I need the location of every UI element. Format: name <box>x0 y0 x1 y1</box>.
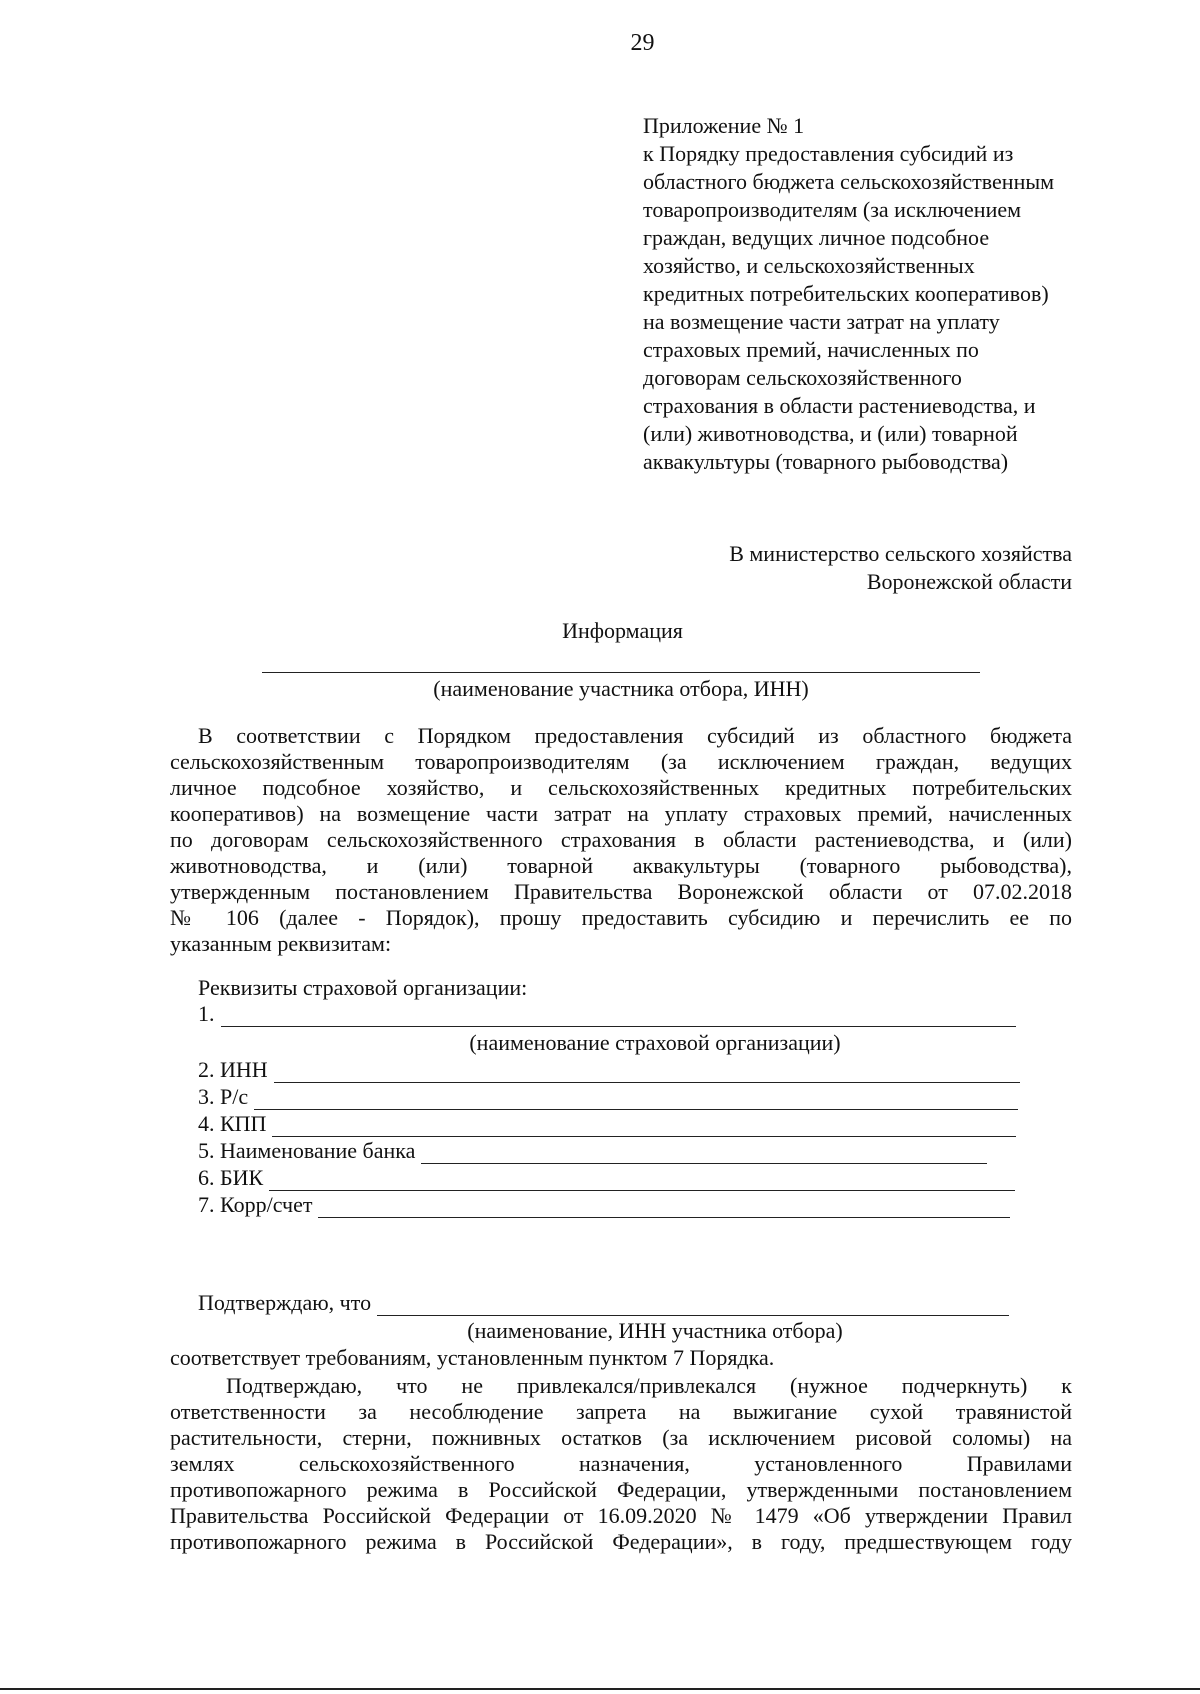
field-label: 4. КПП <box>198 1111 267 1136</box>
liability-paragraph <box>170 1373 1072 1555</box>
bik-line[interactable] <box>269 1172 1015 1191</box>
paragraph-line: ответственности за несоблюдение запрета на выжигание сухой травянистой <box>170 1399 1072 1424</box>
field-label: Подтверждаю, что <box>198 1290 372 1315</box>
addressee-line: В министерство сельского хозяйства <box>729 541 1072 566</box>
insurer-name-field <box>198 1001 1016 1027</box>
paragraph-line: землях сельскохозяйственного назначения, установленного Правилами <box>170 1451 1072 1476</box>
participant-caption: (наименование участника отбора, ИНН) <box>433 676 809 701</box>
paragraph-line: противопожарного режима в Российской Федерации», в году, предшествующем году <box>170 1529 1072 1554</box>
appendix-line: (или) животноводства, и (или) товарной <box>643 421 1018 446</box>
insurer-name-line[interactable] <box>221 1008 1016 1027</box>
field-label: 2. ИНН <box>198 1057 268 1082</box>
appendix-line: страховых премий, начисленных по <box>643 337 979 362</box>
addressee-line: Воронежской области <box>866 569 1072 594</box>
confirm-participant-line[interactable] <box>377 1297 1009 1316</box>
inn-field <box>198 1057 1020 1083</box>
paragraph-line: указанным реквизитам: <box>170 931 392 956</box>
paragraph-line: животноводства, и (или) товарной аквакультуры (товарного рыбоводства), <box>170 853 1072 878</box>
corr-account-field <box>198 1192 1010 1218</box>
scan-bottom-edge <box>0 1688 1200 1690</box>
appendix-line: страхования в области растениеводства, и <box>643 393 1036 418</box>
bik-field <box>198 1165 1015 1191</box>
appendix-line: договорам сельскохозяйственного <box>643 365 962 390</box>
paragraph-line: утвержденным постановлением Правительства Воронежской области от 07.02.2018 <box>170 879 1072 904</box>
appendix-header <box>643 112 1113 476</box>
inn-line[interactable] <box>274 1064 1020 1083</box>
appendix-line: аквакультуры (товарного рыбоводства) <box>643 449 1009 474</box>
kpp-line[interactable] <box>272 1118 1016 1137</box>
addressee-block <box>600 540 1072 596</box>
field-label: 5. Наименование банка <box>198 1138 416 1163</box>
field-label: 3. Р/с <box>198 1084 249 1109</box>
bank-name-line[interactable] <box>421 1145 987 1164</box>
participant-fill-line[interactable] <box>262 672 980 673</box>
field-label: 1. <box>198 1001 215 1026</box>
paragraph-line: растительности, стерни, пожнивных остатков (за исключением рисовой соломы) на <box>170 1425 1072 1450</box>
paragraph-line: по договорам сельскохозяйственного страхования в области растениеводства, и (или) <box>170 827 1072 852</box>
paragraph-line: Правительства Российской Федерации от 16.09.2020 № 1479 «Об утверждении Правил <box>170 1503 1072 1528</box>
confirm-compliance-text: соответствует требованиям, установленным пунктом 7 Порядка. <box>170 1345 775 1370</box>
document-title: Информация <box>562 618 683 643</box>
page-number: 29 <box>630 30 655 56</box>
confirm-participant-field <box>198 1290 1009 1316</box>
appendix-line: Приложение № 1 <box>643 113 805 138</box>
appendix-line: кредитных потребительских кооперативов) <box>643 281 1049 306</box>
kpp-field <box>198 1111 1016 1137</box>
appendix-line: граждан, ведущих личное подсобное <box>643 225 990 250</box>
account-line[interactable] <box>254 1091 1018 1110</box>
appendix-line: товаропроизводителям (за исключением <box>643 197 1022 222</box>
paragraph-line: В соответствии с Порядком предоставления субсидий из областного бюджета <box>198 723 1072 748</box>
corr-account-line[interactable] <box>318 1199 1010 1218</box>
paragraph-line: личное подсобное хозяйство, и сельскохозяйственных кредитных потребительских <box>170 775 1072 800</box>
appendix-line: хозяйство, и сельскохозяйственных <box>643 253 975 278</box>
appendix-line: областного бюджета сельскохозяйственным <box>643 169 1055 194</box>
bank-name-field <box>198 1138 987 1164</box>
main-paragraph <box>170 723 1072 957</box>
paragraph-line: № 106 (далее - Порядок), прошу предоставить субсидию и перечислить ее по <box>170 905 1072 930</box>
account-field <box>198 1084 1018 1110</box>
field-label: 6. БИК <box>198 1165 264 1190</box>
insurer-caption: (наименование страховой организации) <box>469 1030 841 1055</box>
paragraph-line: сельскохозяйственным товаропроизводителям (за исключением граждан, ведущих <box>170 749 1072 774</box>
paragraph-line: противопожарного режима в Российской Федерации, утвержденными постановлением <box>170 1477 1072 1502</box>
confirm-participant-caption: (наименование, ИНН участника отбора) <box>467 1318 843 1343</box>
paragraph-line: Подтверждаю, что не привлекался/привлекался (нужное подчеркнуть) к <box>226 1373 1072 1398</box>
appendix-line: на возмещение части затрат на уплату <box>643 309 1000 334</box>
appendix-line: к Порядку предоставления субсидий из <box>643 141 1014 166</box>
field-label: 7. Корр/счет <box>198 1192 313 1217</box>
requisites-heading: Реквизиты страховой организации: <box>198 975 528 1000</box>
paragraph-line: кооперативов) на возмещение части затрат на уплату страховых премий, начисленных <box>170 801 1072 826</box>
